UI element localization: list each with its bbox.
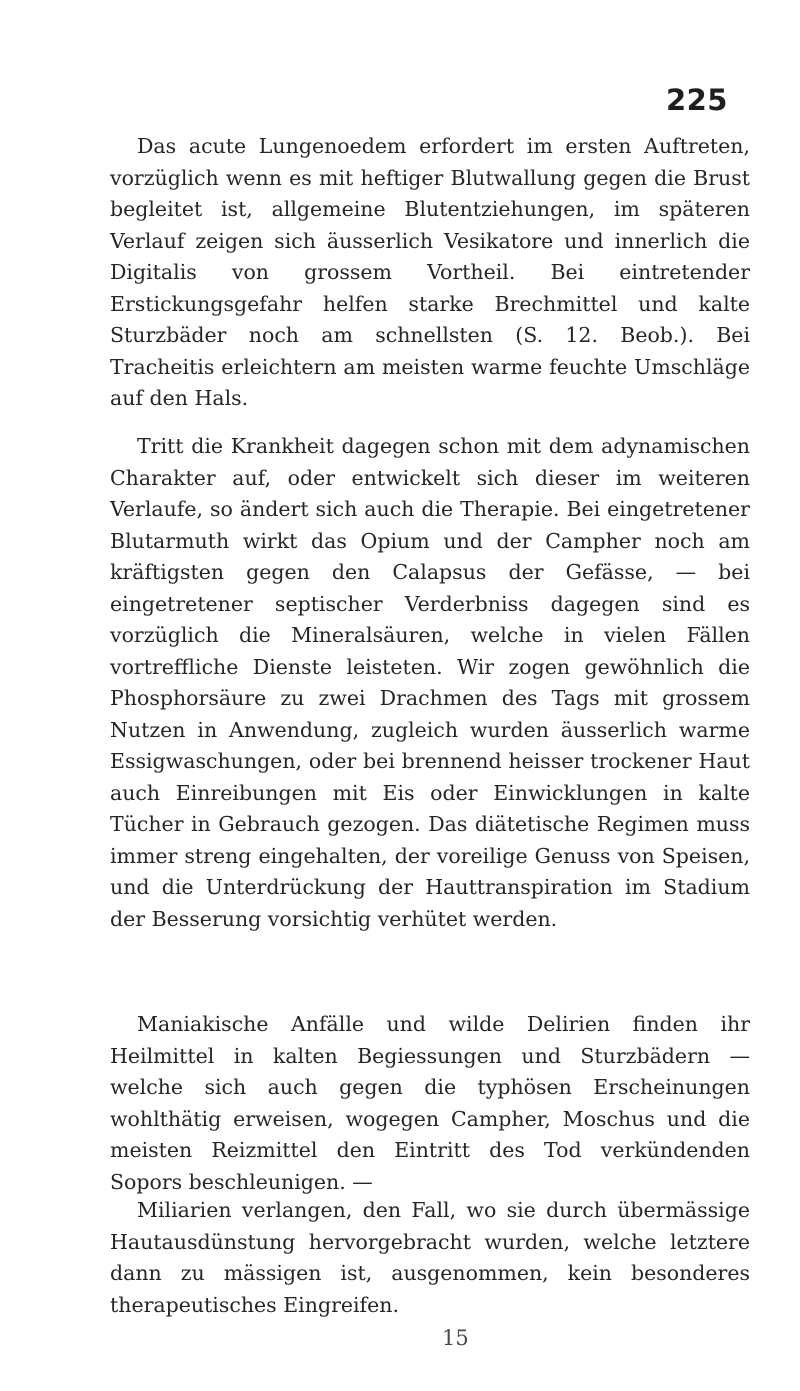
paragraph-text: Miliarien verlangen, den Fall, wo sie durch übermässige Hautausdünstung hervorgebracht wurden, welche letztere dann zu mässigen ist, ausgenommen, kein besonderes therapeutisches Eingreifen. [110,1198,750,1317]
paragraph-text: Maniakische Anfälle und wilde Delirien finden ihr Heilmittel in kalten Begiessungen und Sturzbädern — welche sich auch gegen die typhösen Erscheinungen wohlthätig erweisen, wogegen Campher, Moschus und die meisten Reizmittel den Eintritt des Tod verkündenden Sopors beschleunigen. — [110,1012,750,1194]
paragraph-miliarien [110,1195,750,1321]
paragraph-text: Das acute Lungenoedem erfordert im ersten Auftreten, vorzüglich wenn es mit heftiger Blutwallung gegen die Brust begleitet ist, allgemeine Blutentziehungen, im späteren Verlauf zeigen sich äusserlich Vesikatore und innerlich die Digitalis von grossem Vortheil. Bei eintretender Erstickungsgefahr helfen starke Brechmittel und kalte Sturzbäder noch am schnellsten (S. 12. Beob.). Bei Tracheitis erleichtern am meisten warme feuchte Umschläge auf den Hals. [110,134,750,410]
paragraph-adynamisch [110,431,750,935]
paragraph-lungenoedem [110,131,750,415]
paragraph-text: Tritt die Krankheit dagegen schon mit dem adynamischen Charakter auf, oder entwickelt sich dieser im weiteren Verlaufe, so ändert sich auch die Therapie. Bei eingetretener Blutarmuth wirkt das Opium und der Campher noch am kräftigsten gegen den Calapsus der Gefässe, — bei eingetretener septischer Verderbniss dagegen sind es vorzüglich die Mineralsäuren, welche in vielen Fällen vortreffliche Dienste leisteten. Wir zogen gewöhnlich die Phosphorsäure zu zwei Drachmen des Tags mit grossem Nutzen in Anwendung, zugleich wurden äusserlich warme Essigwaschungen, oder bei brennend heisser trockener Haut auch Einreibungen mit Eis oder Einwicklungen in kalte Tücher in Gebrauch gezogen. Das diätetische Regimen muss immer streng eingehalten, der voreilige Genuss von Speisen, und die Unterdrückung der Hauttranspiration im Stadium der Besserung vorsichtig verhütet werden. [110,434,750,931]
page-number: 225 [665,83,728,117]
signature-mark: 15 [442,1326,469,1350]
paragraph-maniakisch [110,1009,750,1198]
